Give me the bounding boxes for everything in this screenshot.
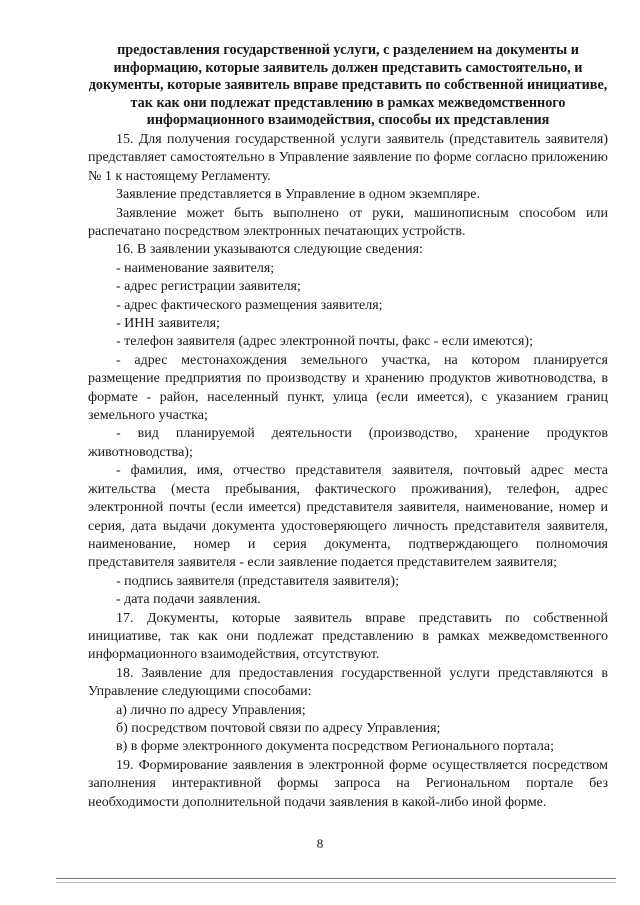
paragraph-15: 15. Для получения государственной услуги заявитель (представитель заявителя) представляет самостоятельно в Управление заявление по форме согласно приложению № 1 к настоящему Регламенту. [88, 131, 608, 184]
document-body [88, 131, 608, 812]
list-item: - ИНН заявителя; [116, 316, 220, 332]
paragraph-format: Заявление может быть выполнено от руки, машинописным способом или распечатано посредством электронных печатающих устройств. [88, 205, 608, 239]
list-item: - фамилия, имя, отчество представителя заявителя, почтовый адрес места жительства (места пребывания, фактического проживания), телефон, адрес электронной почты (если имеется) представителя заявителя, наименование, номер и серия, дата выдачи документа удостоверяющего личность представителя заявителя, наименование, номер и серия документа, подтверждающего полномочия представителя заявителя - если заявление подается представителем заявителя; [88, 463, 608, 571]
document-page [88, 42, 608, 812]
list-item: - дата подачи заявления. [116, 592, 261, 608]
paragraph-18: 18. Заявление для предоставления государственной услуги представляются в Управление следующими способами: [88, 665, 608, 700]
paragraph-19: 19. Формирование заявления в электронной форме осуществляется посредством заполнения интерактивной формы запроса на Региональном портале без необходимости дополнительной подачи заявления в какой-либо иной форме. [88, 757, 608, 810]
section-heading: предоставления государственной услуги, с разделением на документы и информацию, которые заявитель должен представить самостоятельно, и документы, которые заявитель вправе представить по собственной инициативе, так как они подлежат представлению в рамках межведомственного информационного взаимодействия, способы их представления [88, 42, 608, 129]
scan-artifact-line [56, 882, 616, 883]
page-number: 8 [316, 836, 324, 851]
list-item: а) лично по адресу Управления; [116, 702, 306, 718]
list-item: б) посредством почтовой связи по адресу Управления; [116, 720, 441, 736]
list-item: - подпись заявителя (представителя заявителя); [116, 573, 399, 589]
scan-artifact-line [56, 878, 616, 879]
paragraph-17: 17. Документы, которые заявитель вправе представить по собственной инициативе, так как они подлежат представлению в рамках межведомственного информационного взаимодействия, отсутствуют. [88, 610, 608, 663]
paragraph-16: 16. В заявлении указываются следующие сведения: [116, 242, 423, 258]
list-item: - наименование заявителя; [116, 260, 275, 276]
list-item: - вид планируемой деятельности (производство, хранение продуктов животноводства); [88, 426, 608, 460]
list-item: - адрес местонахождения земельного участка, на котором планируется размещение предприятия по производству и хранению продуктов животноводства, в формате - район, населенный пункт, улица (если имеется), с указанием границ земельного участка; [88, 352, 608, 424]
list-item: - адрес фактического размещения заявителя; [116, 297, 383, 313]
list-item: - адрес регистрации заявителя; [116, 279, 301, 295]
paragraph-copies: Заявление представляется в Управление в одном экземпляре. [116, 187, 480, 203]
list-item: - телефон заявителя (адрес электронной почты, факс - если имеются); [116, 334, 533, 350]
list-item: в) в форме электронного документа посредством Регионального портала; [116, 739, 554, 755]
